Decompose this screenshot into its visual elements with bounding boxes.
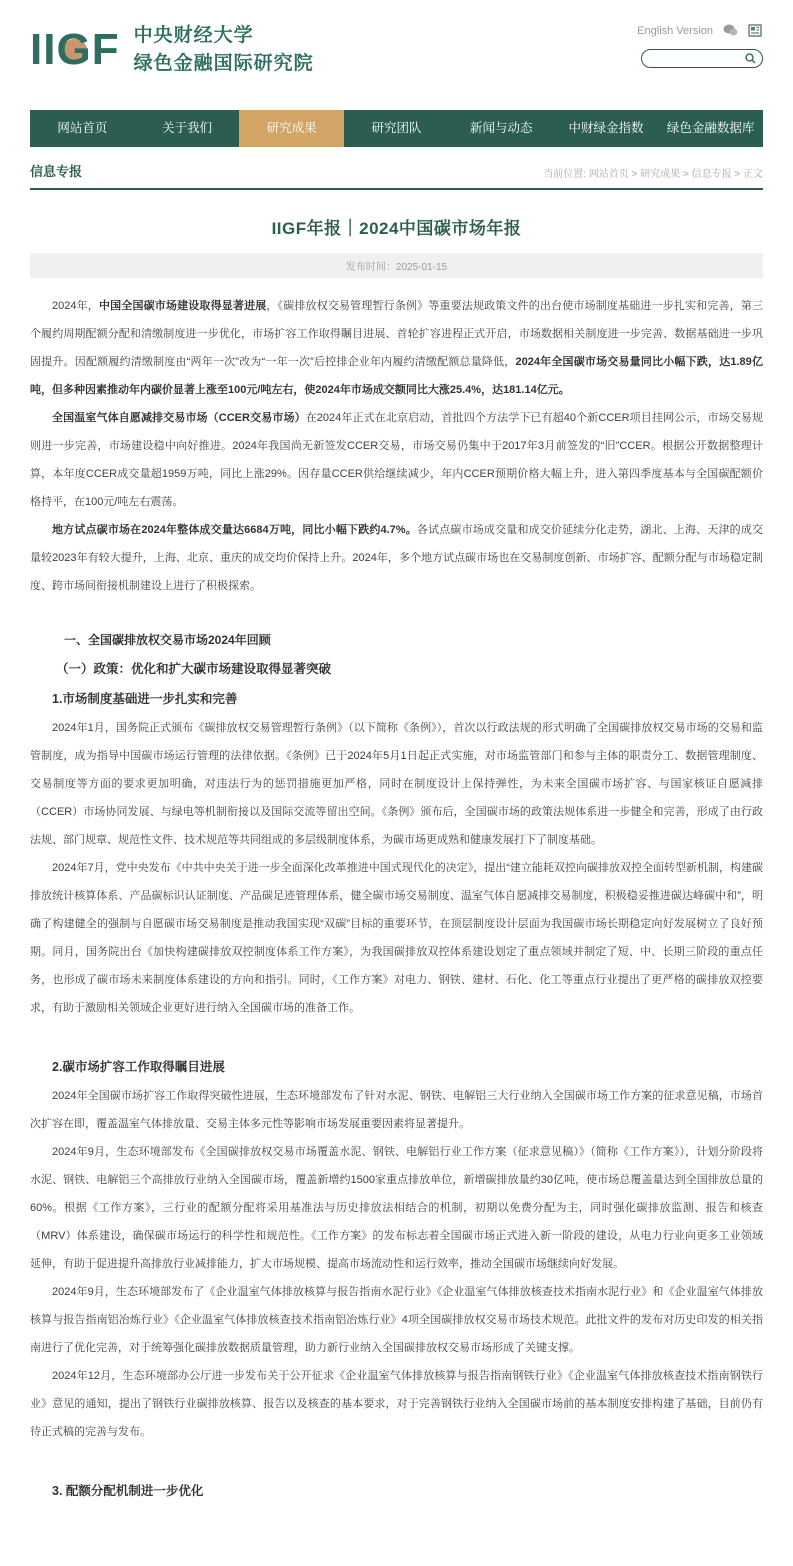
article-paragraph [30, 1362, 763, 1446]
publish-date: 发布时间：2025-01-15 [30, 253, 763, 278]
paragraph-text-bold: 地方试点碳市场在2024年整体成交量达6684万吨，同比小幅下跌约4.7%。 [52, 524, 417, 536]
wechat-icon[interactable] [723, 24, 738, 37]
paragraph-text-bold: 2024年全国碳市场交易量同比小幅下跌，达1.89亿吨，但多种因素推动年内碳价显著上涨至100元/吨左右，使2024年市场成交额同比大涨25.4%，达181.14亿元。 [30, 356, 763, 396]
article-heading: 2.碳市场扩容工作取得瞩目进展 [52, 1060, 225, 1074]
logo-university-name: 中央财经大学 [133, 25, 254, 46]
nav-item-3[interactable]: 研究成果 [239, 110, 344, 147]
main-nav [30, 110, 763, 147]
paragraph-text: 2024年7月，党中央发布《中共中央关于进一步全面深化改革推进中国式现代化的决定》，提出“建立能耗双控向碳排放双控全面转型新机制，构建碳排放统计核算体系、产品碳标识认证制度、产品碳足迹管理体系，健全碳市场交易制度、温室气体自愿减排交易制度，积极稳妥推进碳达峰碳中和”，明确了构建健全的强制与自愿碳市场交易制度是推动我国实现“双碳”目标的重要环节，在顶层制度设计层面为我国碳市场长期稳定向好发展树立了良好预期。同月，国务院出台《加快构建碳排放双控制度体系工作方案》，为我国碳排放双控体系建设划定了重点领域并制定了短、中、长期三阶段的重点任务，也形成了碳市场未来制度体系建设的方向和指引。同时，《工作方案》对电力、钢铁、建材、石化、化工等重点行业提出了更严格的碳排放双控要求，有助于激励相关领域企业更好进行纳入全国碳市场的准备工作。 [30, 862, 763, 1014]
paragraph-text: 2024年9月，生态环境部发布《全国碳排放权交易市场覆盖水泥、钢铁、电解铝行业工作方案（征求意见稿）》（简称《工作方案》），计划分阶段将水泥、钢铁、电解铝三个高排放行业纳入全国碳市场，覆盖新增约1500家重点排放单位，新增碳排放量约30亿吨，使市场总覆盖量达到全国排放总量的60%。根据《工作方案》，三行业的配额分配将采用基准法与历史排放法相结合的机制，初期以免费分配为主，同时强化碳排放监测、报告和核查（MRV）体系建设，确保碳市场运行的科学性和规范性。《工作方案》的发布标志着全国碳市场正式进入新一阶段的建设，从电力行业向更多工业领域延伸，有助于促进提升高排放行业减排能力，扩大市场规模、提高市场流动性和运行效率，推动全国碳市场继续向好发展。 [30, 1146, 763, 1270]
paragraph-text: 2024年9月，生态环境部发布了《企业温室气体排放核算与报告指南水泥行业》《企业温室气体排放核查技术指南水泥行业》和《企业温室气体排放核算与报告指南铝冶炼行业》《企业温室气体排放核查技术指南铝冶炼行业》4项全国碳排放权交易市场技术规范。此批文件的发布对历史印发的相关指南进行了优化完善，对于统筹强化碳排放数据质量管理，助力新行业纳入全国碳排放权交易市场形成了关键支撑。 [30, 1286, 763, 1354]
paragraph-text-bold: 中国全国碳市场建设取得显著进展 [98, 300, 267, 312]
english-version-link[interactable]: English Version [637, 24, 713, 37]
paragraph-text: 各试点碳市场成交量和成交价延续分化走势，湖北、上海、天津的成交量较2023年有较大提升，上海、北京、重庆的成交均价保持上升。2024年，多个地方试点碳市场也在交易制度创新、市场扩容、配额分配与市场稳定制度、跨市场间衔接机制建设上进行了积极探索。 [30, 524, 763, 592]
article-paragraph [30, 854, 763, 1022]
header-right [637, 22, 763, 68]
article-heading: 一、全国碳排放权交易市场2024年回顾 [64, 633, 271, 647]
article-heading: 3. 配额分配机制进一步优化 [52, 1484, 204, 1498]
iigf-logo-icon [30, 24, 120, 74]
top-links [637, 24, 763, 37]
article [30, 214, 763, 1506]
article-paragraph [30, 404, 763, 516]
paragraph-text: ，《碳排放权交易管理暂行条例》等重要法规政策文件的出台使市场制度基础进一步扎实和完善，第三个履约周期配额分配和清缴制度进一步优化，市场扩容工作取得瞩目进展、首轮扩容进程正式开启，市场数据相关制度进一步完善、数据基础进一步巩固提升。因配额履约清缴制度由“两年一次”改为“一年一次”后控排企业年内履约清缴配额总量降低， [30, 300, 763, 368]
paragraph-text-bold: 全国温室气体自愿减排交易市场（CCER交易市场） [52, 412, 306, 424]
site-logo[interactable] [30, 22, 314, 77]
site-header [30, 0, 763, 110]
article-paragraph [30, 1278, 763, 1362]
article-heading: （一）政策：优化和扩大碳市场建设取得显著突破 [56, 662, 332, 676]
paragraph-text: 2024年， [52, 300, 99, 312]
article-body [30, 292, 763, 1506]
sub-header [30, 147, 763, 190]
article-paragraph [30, 1138, 763, 1278]
article-heading: 1.市场制度基础进一步扎实和完善 [52, 692, 238, 706]
logo-letters-ii: II [30, 24, 57, 74]
search-box [641, 49, 763, 68]
logo-letter-f: F [91, 24, 120, 74]
weibo-icon[interactable] [748, 24, 763, 37]
nav-item-2[interactable]: 关于我们 [162, 121, 213, 135]
nav-item-4[interactable]: 研究团队 [371, 121, 422, 135]
nav-item-5[interactable]: 新闻与动态 [469, 121, 533, 135]
paragraph-text: 2024年12月，生态环境部办公厅进一步发布关于公开征求《企业温室气体排放核算与报告指南钢铁行业》《企业温室气体排放核查技术指南钢铁行业》意见的通知，提出了钢铁行业碳排放核算、报告以及核查的基本要求，对于完善钢铁行业纳入全国碳市场前的基本制度安排构建了基础，目前仍有待正式稿的完善与发布。 [30, 1370, 763, 1438]
article-paragraph [30, 516, 763, 600]
paragraph-text: 在2024年正式在北京启动，首批四个方法学下已有超40个新CCER项目挂网公示，市场交易规则进一步完善，市场建设稳中向好推进。2024年我国尚无新签发CCER交易，市场交易仍集中于2017年3月前签发的“旧”CCER。根据公开数据整理计算，本年度CCER成交量超1959万吨，同比上涨29%。因存量CCER供给继续减少，年内CCER预期价格大幅上升，进入第四季度基本与全国碳配额价格持平，在100元/吨左右震荡。 [30, 412, 763, 508]
nav-item-7[interactable]: 绿色金融数据库 [666, 121, 755, 135]
article-paragraph [30, 1082, 763, 1138]
nav-item-1[interactable]: 网站首页 [57, 121, 108, 135]
globe-icon: G [56, 24, 92, 74]
search-input[interactable] [650, 53, 745, 64]
paragraph-text: 2024年1月，国务院正式颁布《碳排放权交易管理暂行条例》（以下简称《条例》），首次以行政法规的形式明确了全国碳排放权交易市场的交易和监管制度，成为指导中国碳市场运行管理的法律依据。《条例》已于2024年5月1日起正式实施，对市场监管部门和参与主体的职责分工、数据管理制度、交易制度等方面的要求更加明确，对违法行为的惩罚措施更加严格，同时在制度设计上保持弹性，为未来全国碳市场扩容、与国家核证自愿减排（CCER）市场协同发展、与绿电等机制衔接以及国际交流等留出空间。《条例》颁布后，全国碳市场的政策法规体系进一步健全和完善，形成了由行政法规、部门规章、规范性文件、技术规范等共同组成的多层级制度体系，为碳市场更成熟和健康发展打下了制度基础。 [30, 722, 763, 846]
logo-org-name [134, 22, 314, 77]
paragraph-text: 2024年全国碳市场扩容工作取得突破性进展，生态环境部发布了针对水泥、钢铁、电解铝三大行业纳入全国碳市场工作方案的征求意见稿，市场首次扩容在即，覆盖温室气体排放量、交易主体多元性等影响市场发展重要因素将显著提升。 [30, 1090, 763, 1130]
section-title: 信息专报 [30, 164, 83, 179]
article-paragraph [30, 714, 763, 854]
search-icon[interactable] [745, 53, 756, 64]
breadcrumb[interactable]: 当前位置: 网站首页 > 研究成果 > 信息专报 > 正文 [543, 169, 763, 180]
page-title: IIGF年报｜2024中国碳市场年报 [271, 219, 522, 238]
nav-item-6[interactable]: 中财绿金指数 [568, 121, 644, 135]
logo-institute-name: 绿色金融国际研究院 [133, 52, 314, 74]
article-paragraph [30, 292, 763, 404]
